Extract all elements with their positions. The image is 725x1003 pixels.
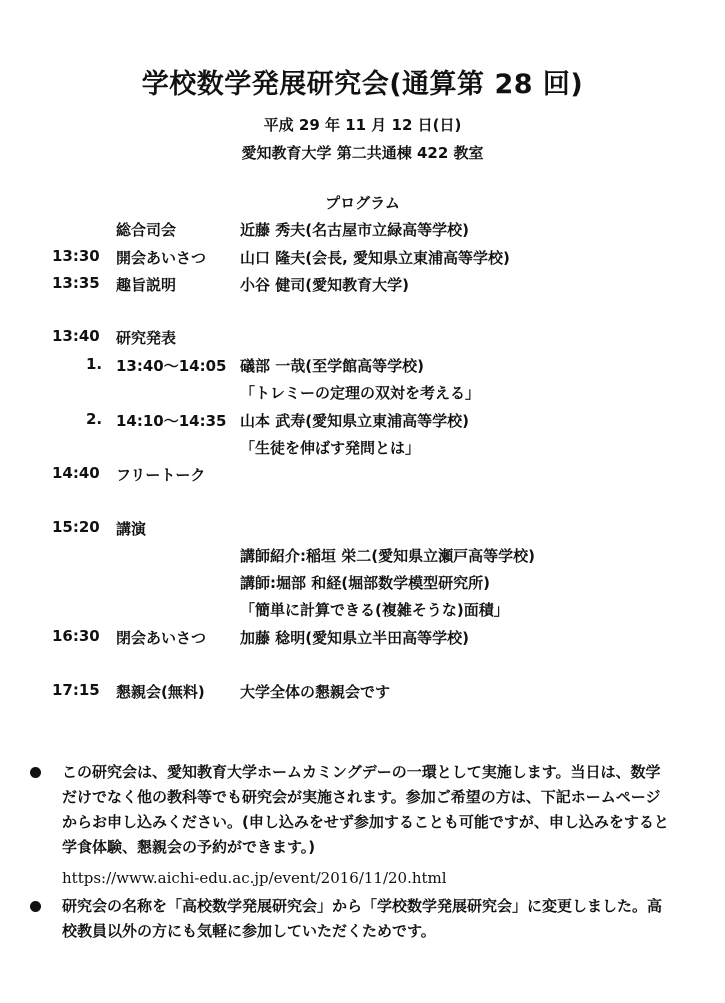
program-heading: プログラム: [325, 194, 400, 212]
opening-time: 13:30: [52, 247, 100, 265]
talk-1-speaker: 礒部 一哉(至学館高等学校): [240, 357, 424, 375]
freetalk-label: フリートーク: [116, 466, 206, 484]
event-date: 平成 29 年 11 月 12 日(日): [263, 116, 462, 134]
purpose-detail: 小谷 健司(愛知教育大学): [240, 276, 409, 294]
research-label: 研究発表: [116, 329, 177, 347]
lecture-label: 講演: [116, 520, 147, 538]
purpose-time: 13:35: [52, 274, 100, 292]
social-time: 17:15: [52, 681, 100, 699]
lecture-topic: 「簡単に計算できる(複雑そうな)面積」: [240, 601, 509, 619]
closing-time: 16:30: [52, 627, 100, 645]
host-detail: 近藤 秀夫(名古屋市立緑高等学校): [240, 221, 469, 239]
talk-1-number: 1.: [86, 355, 103, 373]
closing-detail: 加藤 稔明(愛知県立半田高等学校): [240, 629, 469, 647]
purpose-label: 趣旨説明: [116, 276, 177, 294]
talk-2-topic: 「生徒を伸ばす発問とは」: [240, 439, 421, 457]
host-label: 総合司会: [116, 221, 177, 239]
closing-label: 閉会あいさつ: [116, 629, 207, 647]
note-2-bullet-icon: [30, 901, 41, 912]
talk-2-number: 2.: [86, 410, 103, 428]
research-time: 13:40: [52, 327, 100, 345]
event-venue: 愛知教育大学 第二共通棟 422 教室: [241, 144, 484, 162]
lecture-lecturer: 講師:堀部 和経(堀部数学模型研究所): [240, 574, 490, 592]
note-2-text: 研究会の名称を「高校数学発展研究会」から「学校数学発展研究会」に変更しました。高校教員以外の方にも気軽に参加していただくためです。: [62, 897, 663, 940]
page-title: 学校数学発展研究会(通算第 28 回): [141, 69, 584, 100]
lecture-time: 15:20: [52, 518, 100, 536]
talk-1-topic: 「トレミーの定理の双対を考える」: [240, 384, 481, 402]
opening-detail: 山口 隆夫(会長, 愛知県立東浦高等学校): [240, 249, 510, 267]
note-1-bullet-icon: [30, 767, 41, 778]
opening-label: 開会あいさつ: [116, 249, 207, 267]
registration-url: https://www.aichi-edu.ac.jp/event/2016/11/20.html: [62, 869, 447, 887]
talk-2-slot: 14:10～14:35: [116, 412, 227, 430]
social-label: 懇親会(無料): [116, 683, 205, 701]
note-1-text: この研究会は、愛知教育大学ホームカミングデーの一環として実施します。当日は、数学だけでなく他の教科等でも研究会が実施されます。参加ご希望の方は、下記ホームページからお申し込みください。(申し込みをせず参加することも可能ですが、申し込みをすると学食体験、懇親会の予約ができます。): [62, 763, 669, 856]
talk-1-slot: 13:40～14:05: [116, 357, 227, 375]
lecture-intro: 講師紹介:稲垣 栄二(愛知県立瀬戸高等学校): [240, 547, 535, 565]
social-detail: 大学全体の懇親会です: [240, 683, 391, 701]
talk-2-speaker: 山本 武寿(愛知県立東浦高等学校): [240, 412, 469, 430]
freetalk-time: 14:40: [52, 464, 100, 482]
